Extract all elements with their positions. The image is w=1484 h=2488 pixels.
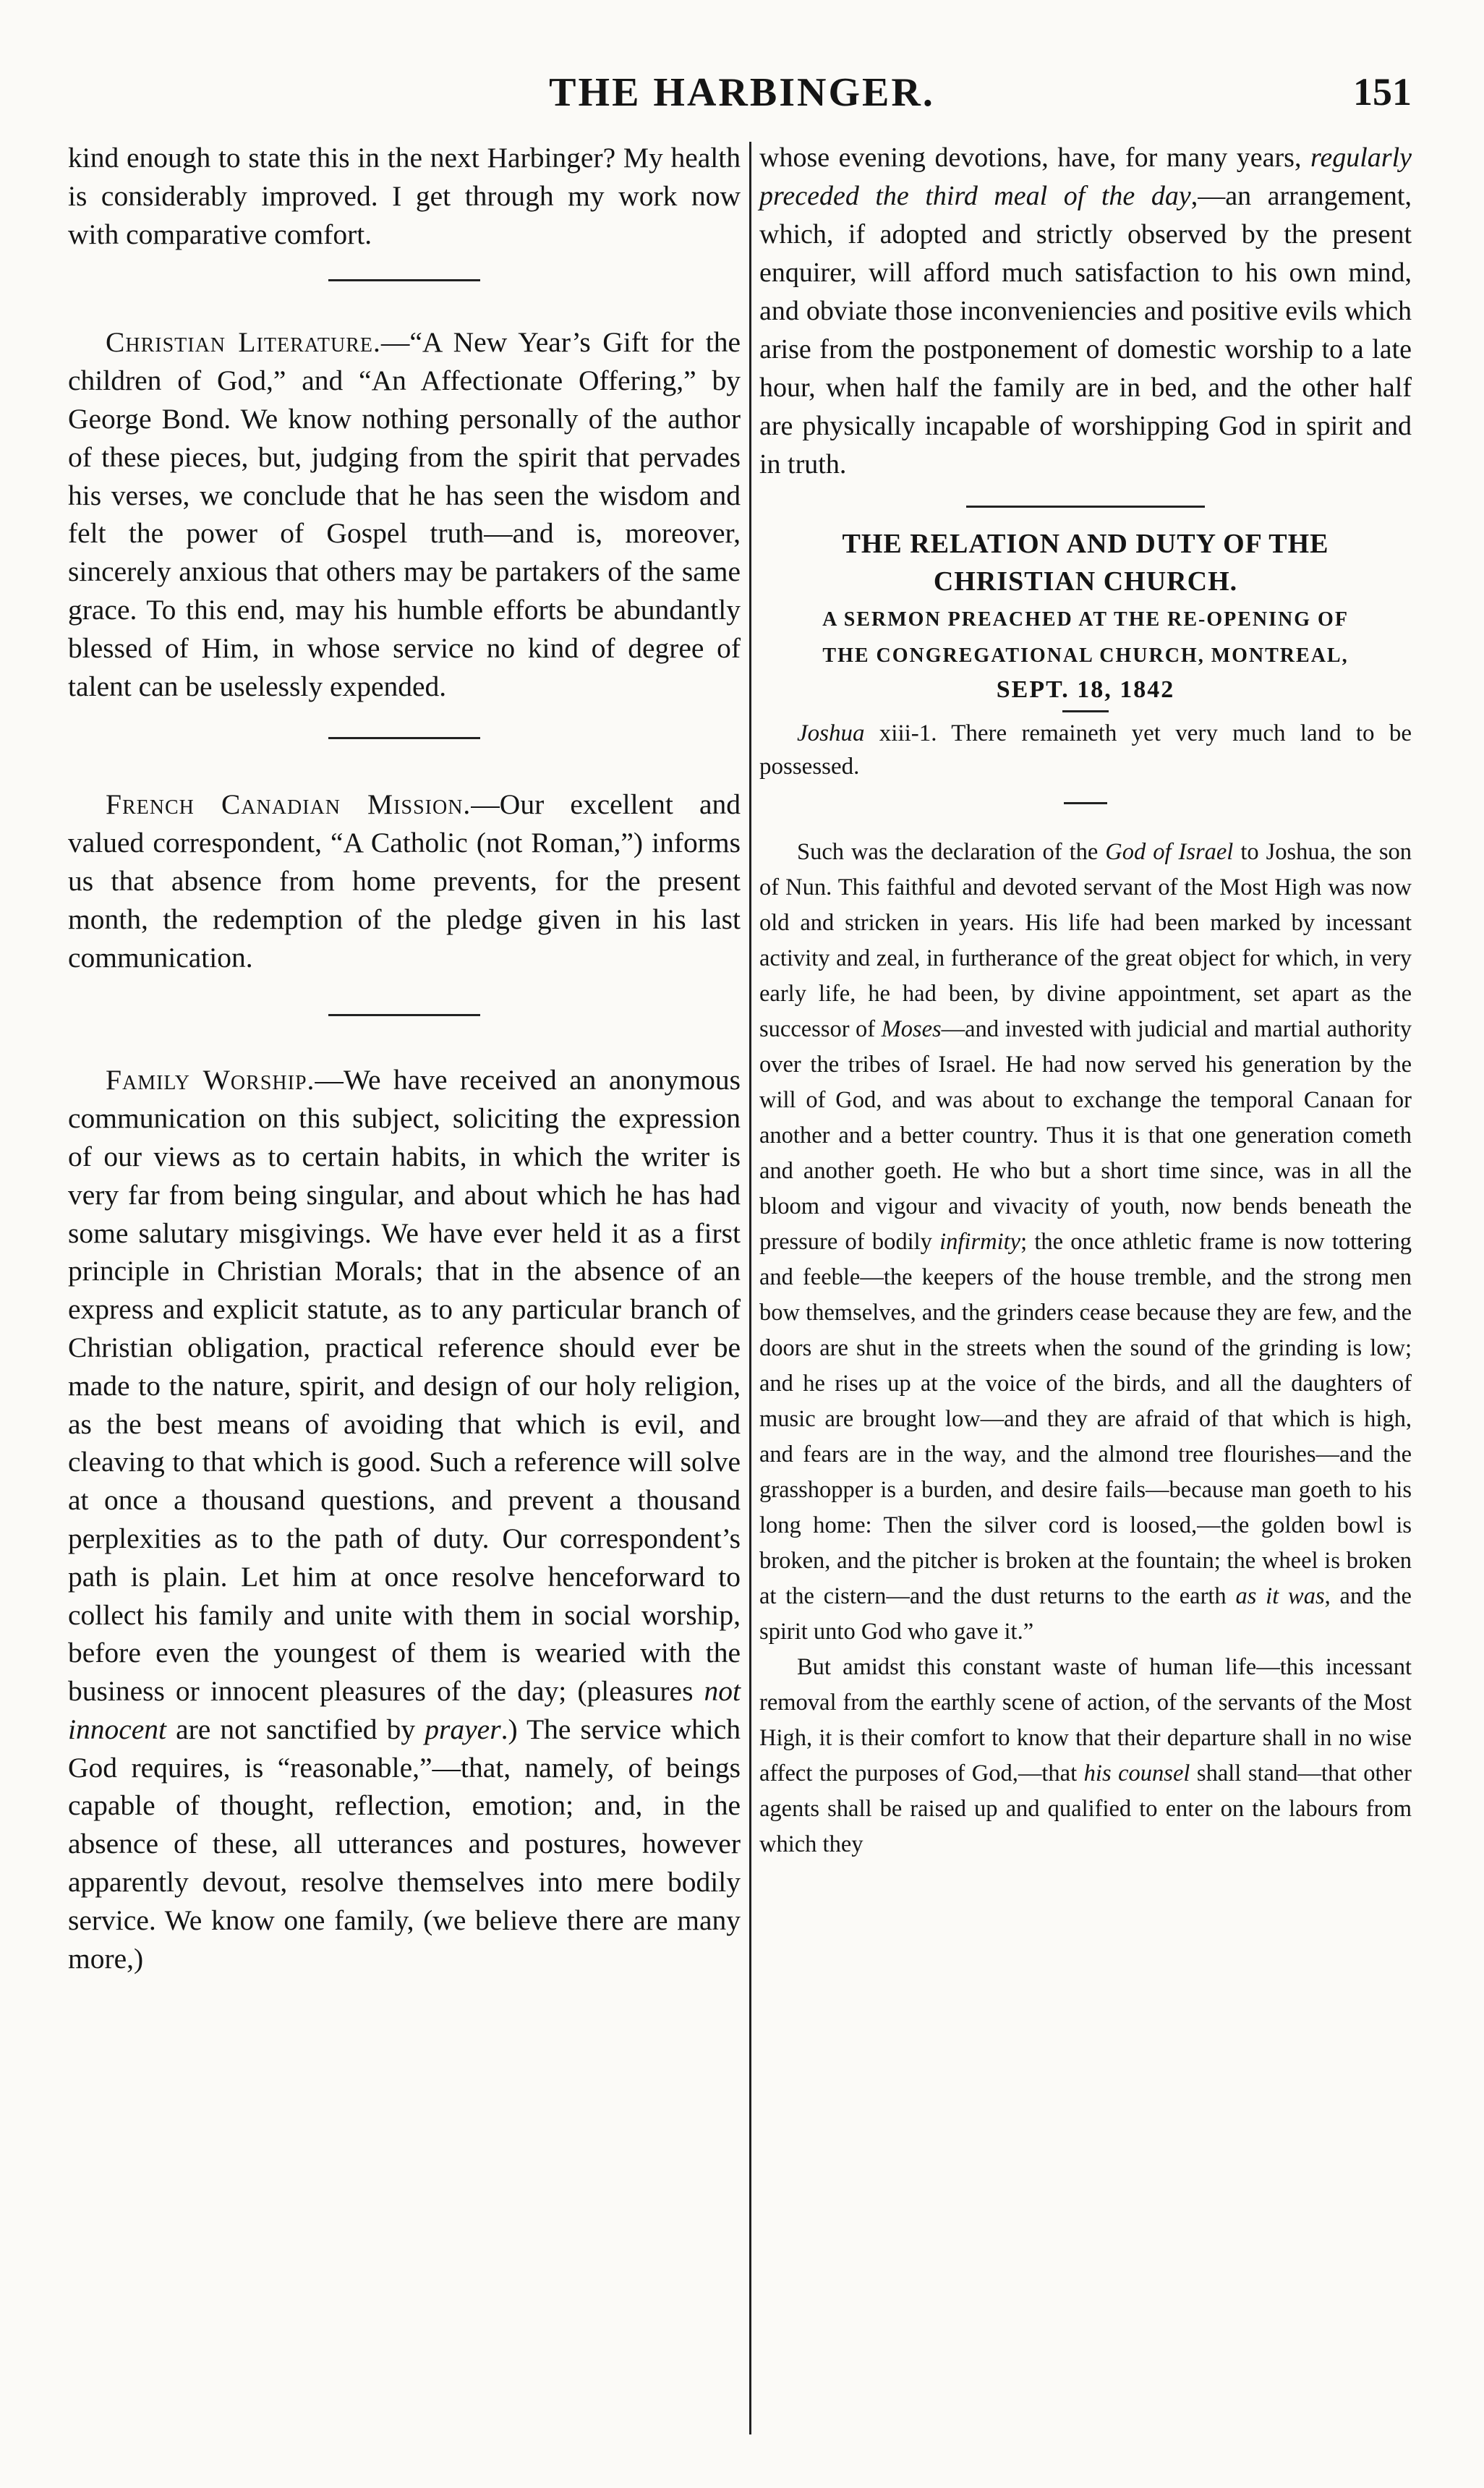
sermon-italic: as it was bbox=[1235, 1583, 1325, 1609]
section-divider bbox=[328, 1014, 480, 1016]
french-mission-heading: French Canadian Mission. bbox=[106, 788, 472, 821]
sermon-italic: his counsel bbox=[1083, 1760, 1190, 1786]
family-worship-heading: Family Worship. bbox=[106, 1064, 315, 1096]
running-head bbox=[0, 69, 1484, 135]
sermon-italic: infirmity bbox=[939, 1229, 1021, 1255]
continued-paragraph: kind enough to state this in the next Harbinger? My health is considerably improved. I get through my work now with comparative comfort. bbox=[68, 142, 741, 250]
continued-text: ,—an arrangement, which, if adopted and strictly observed by the present enquirer, will afford much satisfaction to his own mind, and obviate those inconveniencies and positive evils which arise from the postponement of domestic worship to a late hour, when half the family are in bed, and the other half are physically incapable of worshipping God in spirit and in truth. bbox=[759, 181, 1412, 480]
epigraph-citation: Joshua bbox=[797, 720, 865, 746]
epigraph-text: xiii-1. There remaineth yet very much land to be possessed. bbox=[759, 720, 1412, 780]
family-worship-paragraph bbox=[68, 1061, 741, 1977]
family-worship-text: are not sanctified by bbox=[166, 1713, 425, 1745]
page-number: 151 bbox=[1353, 70, 1412, 114]
sermon-text: But amidst this constant waste of human life—this incessant removal from the earthly scene of action, of the servants of the Most High, it is their comfort to know that their departure shall in no wise affect the purposes of God,—that bbox=[759, 1654, 1412, 1786]
christian-literature-text: —“A New Year’s Gift for the children of God,” and “An Affectionate Offering,” by George Bond. We know nothing personally of the author of these pieces, but, judging from the spirit that pervades his verses, we conclude that he has seen the wisdom and felt the power of Gospel truth—and is, moreover, sincerely anxious that others may be partakers of the same grace. To this end, may his humble efforts be abundantly blessed of Him, in whose service no kind of degree of talent can be uselessly expended. bbox=[68, 326, 741, 702]
continued-italic: regularly preceded the third meal of the day bbox=[759, 142, 1412, 211]
sermon-paragraph-1 bbox=[759, 835, 1412, 1650]
sermon-subtitle-line-2: THE CONGREGATIONAL CHURCH, MONTREAL, bbox=[822, 644, 1349, 667]
sermon-text: shall stand—that other agents shall be raised up and qualified to enter on the labours from which they bbox=[759, 1760, 1412, 1857]
ornament-divider bbox=[1064, 802, 1107, 804]
family-worship-text: .) The service which God requires, is “reasonable,”—that, namely, of beings capable of thought, reflection, emotion; and, in the absence of these, all utterances and postures, however apparently devout, resolve themselves into mere bodily service. We know one family, (we believe there are many more,) bbox=[68, 1713, 741, 1974]
section-divider bbox=[966, 506, 1205, 508]
sermon-date: SEPT. 18, 1842 bbox=[996, 676, 1175, 703]
sermon-text: ; the once athletic frame is now tottering and feeble—the keepers of the house tremble, and the strong men bow themselves, and the grinders cease because they are few, and the doors are shut in the streets when the sound of the grinding is low; and he rises up at the voice of the birds, and all the daughters of music are brought low—and they are afraid of that which is high, and fears are in the way, and the almond tree flourishes—and the grasshopper is a burden, and desire fails—because man goeth to his long home: Then the silver cord is loosed,—the golden bowl is broken, and the pitcher is broken at the fountain; the wheel is broken at the cistern—and the dust returns to the earth bbox=[759, 1229, 1412, 1609]
continued-text: whose evening devotions, have, for many years, bbox=[759, 142, 1310, 173]
french-mission-paragraph bbox=[68, 785, 741, 976]
french-mission-text: —Our excellent and valued correspondent, “A Catholic (not Roman,”) informs us that absence from home prevents, for the present month, the redemption of the pledge given in his last communication. bbox=[68, 788, 741, 974]
left-column bbox=[68, 139, 741, 1977]
christian-literature-heading: Christian Literature. bbox=[106, 326, 381, 359]
sermon-italic: Moses bbox=[881, 1016, 942, 1042]
sermon-subtitle-line-1: A SERMON PREACHED AT THE RE-OPENING OF bbox=[822, 608, 1349, 631]
sermon-text: , and the spirit unto God who gave it.” bbox=[759, 1583, 1412, 1645]
sermon-paragraph-2 bbox=[759, 1650, 1412, 1862]
right-column bbox=[759, 139, 1412, 1862]
sermon-epigraph bbox=[759, 717, 1412, 783]
family-worship-italic: not innocent bbox=[68, 1675, 741, 1745]
family-worship-italic: prayer bbox=[425, 1713, 501, 1745]
family-worship-text: —We have received an anonymous communication on this subject, soliciting the expression of our views as to certain habits, in which the writer is very far from being singular, and about which he has had some salutary misgivings. We have ever held it as a first principle in Christian Morals; that in the absence of an express and explicit statute, as to any particular branch of Christian obligation, practical reference should ever be made to the nature, spirit, and design of our holy religion, as the best means of avoiding that which is evil, and cleaving to that which is good. Such a reference will solve at once a thousand questions, and prevent a thousand perplexities as to the path of duty. Our correspondent’s path is plain. Let him at once resolve henceforward to collect his family and unite with them in social worship, before even the youngest of them is wearied with the business or innocent pleasures of the day; (pleasures bbox=[68, 1064, 741, 1708]
sermon-title: THE RELATION AND DUTY OF THE CHRISTIAN CHURCH. bbox=[842, 529, 1329, 597]
sermon-text: Such was the declaration of the bbox=[797, 839, 1106, 865]
column-divider bbox=[749, 142, 751, 2434]
date-divider bbox=[1062, 710, 1109, 712]
sermon-italic: God of Israel bbox=[1105, 839, 1234, 865]
christian-literature-paragraph bbox=[68, 323, 741, 705]
section-divider bbox=[328, 279, 480, 281]
running-head-title: THE HARBINGER. bbox=[549, 70, 935, 115]
sermon-text: to Joshua, the son of Nun. This faithful and devoted servant of the Most High was now old and stricken in years. His life had been marked by incessant activity and zeal, in furtherance of the great object for which, in very early life, he had been, by divine appointment, set apart as the successor of bbox=[759, 839, 1412, 1042]
continued-paragraph bbox=[759, 139, 1412, 484]
section-divider bbox=[328, 737, 480, 739]
sermon-text: —and invested with judicial and martial authority over the tribes of Israel. He had now served his generation by the will of God, and was about to exchange the temporal Canaan for another and a better country. Thus it is that one generation cometh and another goeth. He who but a short time since, was in all the bloom and vigour and vivacity of youth, now bends beneath the pressure of bodily bbox=[759, 1016, 1412, 1255]
